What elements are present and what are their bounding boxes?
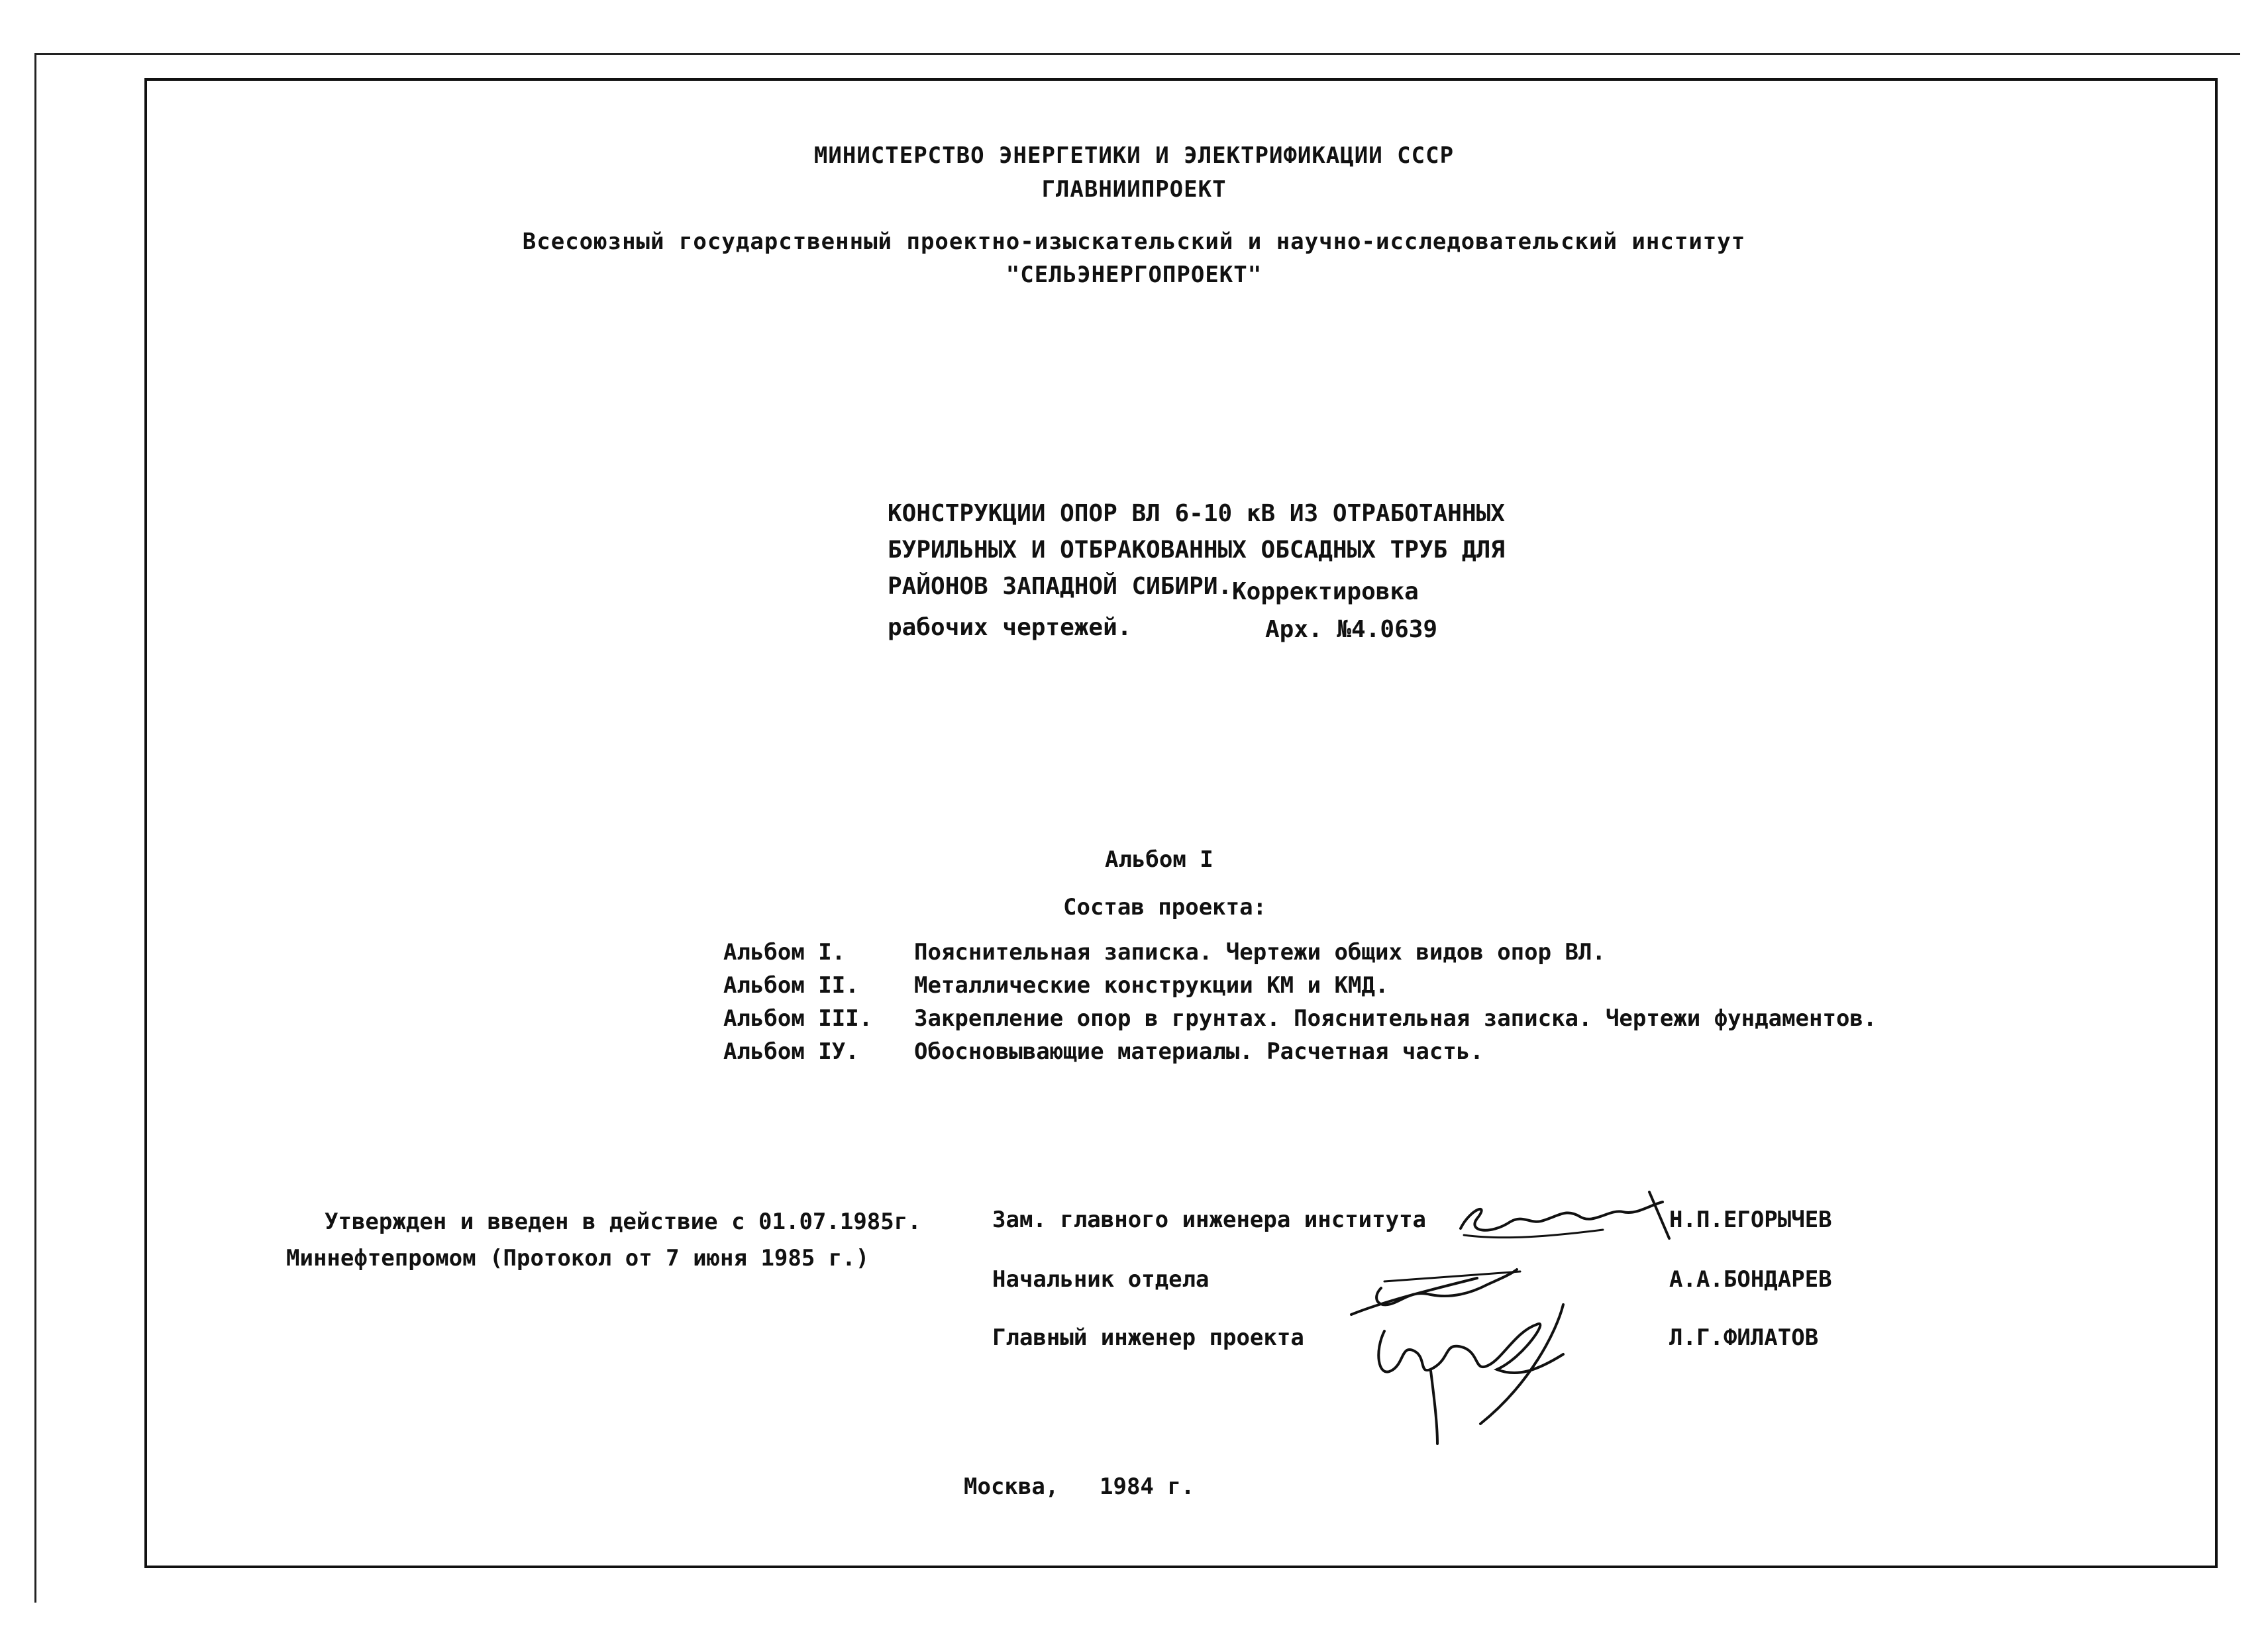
- album-item-4-text: Обосновывающие материалы. Расчетная часть.: [914, 1038, 1484, 1065]
- signatory-1-role: Зам. главного инженера института: [992, 1207, 1427, 1233]
- title-line-4: рабочих чертежей.: [888, 614, 1132, 641]
- signature-3: [1365, 1291, 1603, 1450]
- title-line-3: РАЙОНОВ ЗАПАДНОЙ СИБИРИ.: [888, 573, 1233, 600]
- signatory-3-role: Главный инженер проекта: [992, 1324, 1304, 1351]
- title-line-1: КОНСТРУКЦИИ ОПОР ВЛ 6-10 кВ ИЗ ОТРАБОТАННЫХ: [888, 500, 1505, 527]
- department-name: ГЛАВНИИПРОЕКТ: [1041, 176, 1227, 203]
- footer-city: Москва,: [964, 1473, 1059, 1500]
- archive-number: Арх. №4.0639: [1265, 616, 1438, 643]
- signatory-3-name: Л.Г.ФИЛАТОВ: [1669, 1324, 1819, 1351]
- composition-title: Состав проекта:: [1063, 894, 1267, 921]
- institute-description: Всесоюзный государственный проектно-изыскательский и научно-исследовательский институт: [522, 228, 1746, 255]
- album-label: Альбом I: [1105, 846, 1213, 873]
- signatory-2-role: Начальник отдела: [992, 1266, 1210, 1293]
- signatory-1-name: Н.П.ЕГОРЫЧЕВ: [1669, 1207, 1832, 1233]
- ministry-name: МИНИСТЕРСТВО ЭНЕРГЕТИКИ И ЭЛЕКТРИФИКАЦИИ СССР: [813, 142, 1455, 169]
- album-item-4-label: Альбом IУ.: [723, 1038, 859, 1065]
- outer-border-top: [34, 53, 2240, 55]
- album-item-3-label: Альбом III.: [723, 1005, 873, 1032]
- approval-line-2: Миннефтепромом (Протокол от 7 июня 1985 г.): [286, 1245, 870, 1271]
- approval-line-1: Утвержден и введен в действие с 01.07.1985г.: [325, 1209, 921, 1235]
- footer-year: 1984 г.: [1100, 1473, 1195, 1500]
- album-item-3-text: Закрепление опор в грунтах. Пояснительная записка. Чертежи фундаментов.: [914, 1005, 1877, 1032]
- album-item-1-label: Альбом I.: [723, 939, 846, 966]
- album-item-2-text: Металлические конструкции КМ и КМД.: [914, 972, 1389, 999]
- signature-1: [1451, 1189, 1676, 1248]
- title-line-3-suffix: Корректировка: [1232, 578, 1419, 605]
- signatory-2-name: А.А.БОНДАРЕВ: [1669, 1266, 1832, 1293]
- album-item-2-label: Альбом II.: [723, 972, 859, 999]
- title-line-2: БУРИЛЬНЫХ И ОТБРАКОВАННЫХ ОБСАДНЫХ ТРУБ ДЛЯ: [888, 536, 1505, 564]
- album-item-1-text: Пояснительная записка. Чертежи общих видов опор ВЛ.: [914, 939, 1606, 966]
- institute-name: "СЕЛЬЭНЕРГОПРОЕКТ": [1005, 262, 1263, 288]
